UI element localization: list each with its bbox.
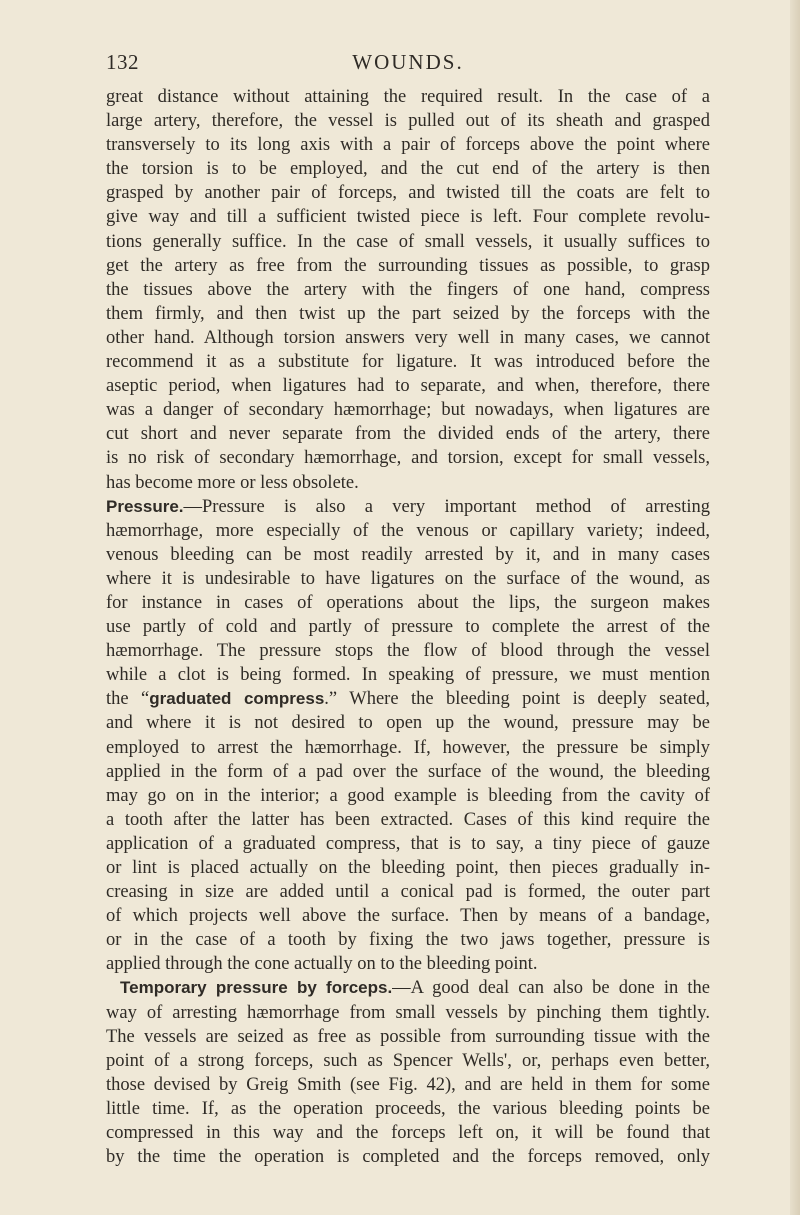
text-line: hæmorrhage, more especially of the venous or capillary variety; indeed, [106,520,710,541]
section-heading-pressure: Pressure. [106,496,184,516]
text-line: The vessels are seized as free as possible from surrounding tissue with the [106,1026,710,1047]
running-title: WOUNDS. [352,50,464,74]
text-line: the tissues above the artery with the fingers of one hand, compress [106,279,710,300]
text-line: point of a strong forceps, such as Spencer Wells', or, perhaps even better, [106,1050,710,1071]
text-line: them firmly, and then twist up the part seized by the forceps with the [106,303,710,324]
text-line: hæmorrhage. The pressure stops the flow of blood through the vessel [106,641,710,662]
text-line: applied in the form of a pad over the surface of the wound, the bleeding [106,761,710,782]
page-edge [790,0,800,1215]
text-line: for instance in cases of operations about the lips, the surgeon makes [106,592,710,613]
text-line: may go on in the interior; a good example is bleeding from the cavity of [106,785,710,806]
page-header [106,50,710,78]
text-line: use partly of cold and partly of pressure to complete the arrest of the [106,617,710,638]
text-line: and where it is not desired to open up the wound, pressure may be [106,713,710,734]
text-line: was a danger of secondary hæmorrhage; but nowadays, when ligatures are [106,400,710,421]
section-heading-temporary-pressure: Temporary pressure by forceps. [120,978,393,998]
text-line: little time. If, as the operation proceeds, the various bleeding points be [106,1098,710,1119]
text-line: Pressure.—Pressure is also a very important method of arresting [106,496,710,517]
text-line: get the artery as free from the surrounding tissues as possible, to grasp [106,255,710,276]
text-line: large artery, therefore, the vessel is pulled out of its sheath and grasped [106,111,710,132]
body-text [106,85,710,1169]
text-line: grasped by another pair of forceps, and twisted till the coats are felt to [106,183,710,204]
text-line: Temporary pressure by forceps.—A good deal can also be done in the [120,978,710,999]
text-line: transversely to its long axis with a pair of forceps above the point where [106,135,710,156]
text-line: great distance without attaining the required result. In the case of a [106,87,710,107]
text-line: or lint is placed actually on the bleeding point, then pieces gradually in- [106,858,710,878]
text-line: is no risk of secondary hæmorrhage, and torsion, except for small vessels, [106,448,710,469]
text-line: recommend it as a substitute for ligature. It was introduced before the [106,352,710,373]
text-line: or in the case of a tooth by fixing the two jaws together, pressure is [106,930,710,951]
graduated-compress-term: graduated compress [149,689,325,709]
text-line: venous bleeding can be most readily arrested by it, and in many cases [106,544,710,565]
text-line: has become more or less obsolete. [106,472,359,493]
text-line: other hand. Although torsion answers very well in many cases, we cannot [106,327,710,348]
text-line: the “graduated compress.” Where the bleeding point is deeply seated, [106,689,710,710]
text-line: compressed in this way and the forceps left on, it will be found that [106,1123,710,1144]
text-line: by the time the operation is completed and the forceps removed, only [106,1147,710,1168]
text-line: of which projects well above the surface. Then by means of a bandage, [106,906,710,927]
text-line: give way and till a sufficient twisted piece is left. Four complete revolu- [106,207,710,228]
text-line: employed to arrest the hæmorrhage. If, however, the pressure be simply [106,737,710,758]
text-line: where it is undesirable to have ligatures on the surface of the wound, as [106,568,710,589]
text-line: the torsion is to be employed, and the cut end of the artery is then [106,159,710,180]
text-line: while a clot is being formed. In speaking of pressure, we must mention [106,665,710,686]
text-line: aseptic period, when ligatures had to separate, and when, therefore, there [106,376,710,397]
text-line: way of arresting hæmorrhage from small vessels by pinching them tightly. [106,1002,710,1023]
text-line: tions generally suffice. In the case of small vessels, it usually suffices to [106,231,710,252]
text-line: those devised by Greig Smith (see Fig. 42), and are held in them for some [106,1074,710,1095]
text-line: application of a graduated compress, that is to say, a tiny piece of gauze [106,833,710,854]
page-number: 132 [106,50,139,74]
text-line: a tooth after the latter has been extracted. Cases of this kind require the [106,809,710,830]
text-line: cut short and never separate from the divided ends of the artery, there [106,424,710,445]
text-line: applied through the cone actually on to the bleeding point. [106,954,538,975]
text-line: creasing in size are added until a conical pad is formed, the outer part [106,882,710,903]
